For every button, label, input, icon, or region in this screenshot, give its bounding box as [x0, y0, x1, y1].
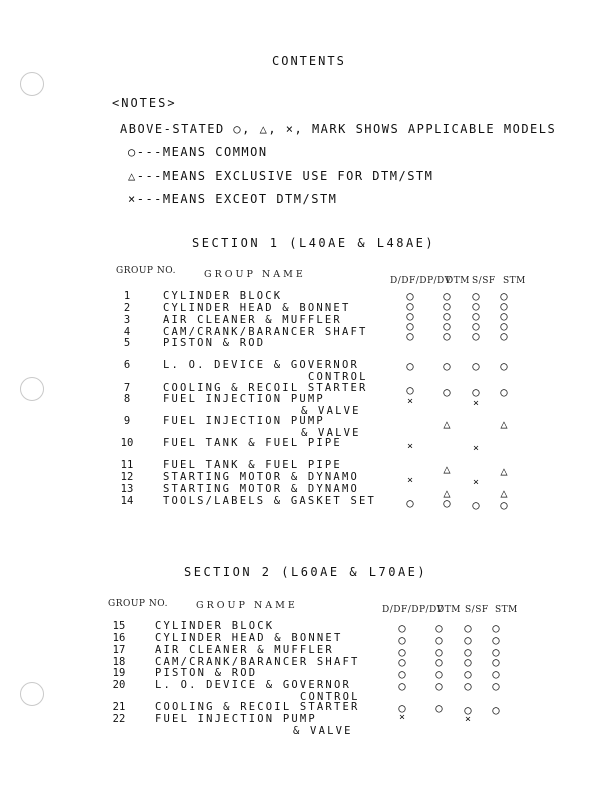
group-name: PISTON & ROD: [155, 667, 258, 679]
common-mark-icon: ○: [406, 329, 414, 343]
common-mark-icon: ○: [492, 621, 500, 635]
common-mark-icon: ○: [500, 385, 508, 399]
punch-hole: [20, 72, 44, 96]
note-line-2: ○---MEANS COMMON: [128, 145, 268, 159]
common-mark-icon: ○: [435, 645, 443, 659]
common-mark-icon: ○: [492, 703, 500, 717]
except-mark-icon: ×: [464, 714, 472, 725]
section-1-col-4: STM: [503, 276, 526, 286]
common-mark-icon: ○: [472, 385, 480, 399]
except-mark-icon: ×: [406, 475, 414, 486]
group-name: PISTON & ROD: [163, 337, 266, 349]
notes-heading: <NOTES>: [112, 96, 177, 110]
note-line-4: ×---MEANS EXCEOT DTM/STM: [128, 192, 338, 206]
exclusive-mark-icon: △: [500, 486, 508, 500]
group-name: & VALVE: [301, 427, 361, 439]
common-mark-icon: ○: [464, 679, 472, 693]
group-name: FUEL INJECTION PUMP: [163, 393, 325, 405]
common-mark-icon: ○: [406, 299, 414, 313]
common-mark-icon: ○: [435, 701, 443, 715]
common-mark-icon: ○: [472, 329, 480, 343]
group-number: 10: [120, 437, 134, 449]
exclusive-mark-icon: △: [443, 486, 451, 500]
punch-hole: [20, 682, 44, 706]
section-1-title: SECTION 1 (L40AE & L48AE): [192, 236, 436, 250]
group-name: AIR CLEANER & MUFFLER: [155, 644, 334, 656]
common-mark-icon: ○: [500, 309, 508, 323]
group-number: 8: [123, 393, 131, 405]
common-mark-icon: ○: [443, 319, 451, 333]
common-mark-icon: ○: [500, 299, 508, 313]
common-mark-icon: ○: [472, 319, 480, 333]
group-number: 20: [112, 679, 126, 691]
common-mark-icon: ○: [406, 383, 414, 397]
group-name: FUEL INJECTION PUMP: [155, 713, 317, 725]
section-2-col-3: S/SF: [465, 605, 489, 615]
group-name: L. O. DEVICE & GOVERNOR: [163, 359, 359, 371]
common-mark-icon: ○: [443, 359, 451, 373]
common-mark-icon: ○: [435, 679, 443, 693]
exclusive-mark-icon: △: [500, 417, 508, 431]
group-name: CAM/CRANK/BARANCER SHAFT: [155, 656, 360, 668]
group-number: 21: [112, 701, 126, 713]
common-mark-icon: ○: [464, 633, 472, 647]
group-name: CYLINDER BLOCK: [163, 290, 283, 302]
note-line-3: △---MEANS EXCLUSIVE USE FOR DTM/STM: [128, 169, 434, 183]
except-mark-icon: ×: [406, 396, 414, 407]
group-number: 4: [123, 326, 131, 338]
common-mark-icon: ○: [398, 633, 406, 647]
section-1-group-no-label: GROUP NO.: [116, 266, 176, 276]
exclusive-mark-icon: △: [443, 417, 451, 431]
common-mark-icon: ○: [435, 667, 443, 681]
common-mark-icon: ○: [398, 621, 406, 635]
common-mark-icon: ○: [406, 359, 414, 373]
group-name: L. O. DEVICE & GOVERNOR: [155, 679, 351, 691]
note-line-1: ABOVE-STATED ○, △, ×, MARK SHOWS APPLICABLE MODELS: [120, 122, 557, 136]
common-mark-icon: ○: [435, 621, 443, 635]
group-number: 22: [112, 713, 126, 725]
common-mark-icon: ○: [464, 667, 472, 681]
common-mark-icon: ○: [472, 289, 480, 303]
group-name: CYLINDER HEAD & BONNET: [163, 302, 351, 314]
common-mark-icon: ○: [398, 645, 406, 659]
common-mark-icon: ○: [500, 359, 508, 373]
section-1-col-3: S/SF: [472, 276, 496, 286]
common-mark-icon: ○: [464, 655, 472, 669]
group-name: & VALVE: [293, 725, 353, 737]
group-number: 14: [120, 495, 134, 507]
group-name: CONTROL: [308, 371, 368, 383]
group-number: 5: [123, 337, 131, 349]
section-2-col-2: DTM: [437, 605, 461, 615]
common-mark-icon: ○: [398, 655, 406, 669]
common-mark-icon: ○: [464, 621, 472, 635]
common-mark-icon: ○: [492, 679, 500, 693]
group-name: COOLING & RECOIL STARTER: [155, 701, 360, 713]
common-mark-icon: ○: [443, 289, 451, 303]
group-number: 15: [112, 620, 126, 632]
group-name: FUEL TANK & FUEL PIPE: [163, 437, 342, 449]
section-2-group-no-label: GROUP NO.: [108, 599, 168, 609]
exclusive-mark-icon: △: [443, 462, 451, 476]
group-number: 13: [120, 483, 134, 495]
common-mark-icon: ○: [464, 645, 472, 659]
group-name: & VALVE: [301, 405, 361, 417]
group-name: CAM/CRANK/BARANCER SHAFT: [163, 326, 368, 338]
section-2-col-4: STM: [495, 605, 518, 615]
exclusive-mark-icon: △: [500, 464, 508, 478]
group-number: 17: [112, 644, 126, 656]
section-2-group-name-label: GROUP NAME: [196, 600, 298, 611]
group-name: COOLING & RECOIL STARTER: [163, 382, 368, 394]
common-mark-icon: ○: [406, 496, 414, 510]
group-number: 2: [123, 302, 131, 314]
common-mark-icon: ○: [472, 498, 480, 512]
group-number: 16: [112, 632, 126, 644]
group-name: FUEL TANK & FUEL PIPE: [163, 459, 342, 471]
common-mark-icon: ○: [472, 359, 480, 373]
common-mark-icon: ○: [492, 633, 500, 647]
group-name: CONTROL: [300, 691, 360, 703]
page-title: CONTENTS: [272, 54, 346, 68]
common-mark-icon: ○: [435, 633, 443, 647]
group-name: CYLINDER HEAD & BONNET: [155, 632, 343, 644]
common-mark-icon: ○: [406, 309, 414, 323]
group-number: 6: [123, 359, 131, 371]
except-mark-icon: ×: [406, 441, 414, 452]
section-1-col-2: DTM: [446, 276, 470, 286]
except-mark-icon: ×: [472, 398, 480, 409]
common-mark-icon: ○: [443, 299, 451, 313]
group-name: TOOLS/LABELS & GASKET SET: [163, 495, 377, 507]
group-name: FUEL INJECTION PUMP: [163, 415, 325, 427]
common-mark-icon: ○: [500, 289, 508, 303]
common-mark-icon: ○: [492, 667, 500, 681]
group-number: 11: [120, 459, 134, 471]
common-mark-icon: ○: [443, 496, 451, 510]
except-mark-icon: ×: [398, 712, 406, 723]
common-mark-icon: ○: [406, 289, 414, 303]
section-1-group-name-label: GROUP NAME: [204, 269, 306, 280]
common-mark-icon: ○: [406, 319, 414, 333]
group-number: 3: [123, 314, 131, 326]
common-mark-icon: ○: [500, 329, 508, 343]
group-number: 12: [120, 471, 134, 483]
group-number: 19: [112, 667, 126, 679]
except-mark-icon: ×: [472, 443, 480, 454]
section-2-title: SECTION 2 (L60AE & L70AE): [184, 565, 428, 579]
common-mark-icon: ○: [500, 498, 508, 512]
common-mark-icon: ○: [398, 667, 406, 681]
common-mark-icon: ○: [443, 329, 451, 343]
common-mark-icon: ○: [472, 299, 480, 313]
common-mark-icon: ○: [435, 655, 443, 669]
group-number: 7: [123, 382, 131, 394]
common-mark-icon: ○: [443, 309, 451, 323]
group-name: STARTING MOTOR & DYNAMO: [163, 483, 359, 495]
except-mark-icon: ×: [472, 477, 480, 488]
group-name: AIR CLEANER & MUFFLER: [163, 314, 342, 326]
common-mark-icon: ○: [492, 645, 500, 659]
common-mark-icon: ○: [398, 701, 406, 715]
common-mark-icon: ○: [500, 319, 508, 333]
group-name: STARTING MOTOR & DYNAMO: [163, 471, 359, 483]
common-mark-icon: ○: [472, 309, 480, 323]
group-number: 1: [123, 290, 131, 302]
group-name: CYLINDER BLOCK: [155, 620, 275, 632]
common-mark-icon: ○: [398, 679, 406, 693]
common-mark-icon: ○: [492, 655, 500, 669]
group-number: 9: [123, 415, 131, 427]
common-mark-icon: ○: [464, 703, 472, 717]
common-mark-icon: ○: [443, 385, 451, 399]
group-number: 18: [112, 656, 126, 668]
section-2-col-1: D/DF/DP/DV: [382, 605, 444, 615]
section-1-col-1: D/DF/DP/DV: [390, 276, 452, 286]
punch-hole: [20, 377, 44, 401]
